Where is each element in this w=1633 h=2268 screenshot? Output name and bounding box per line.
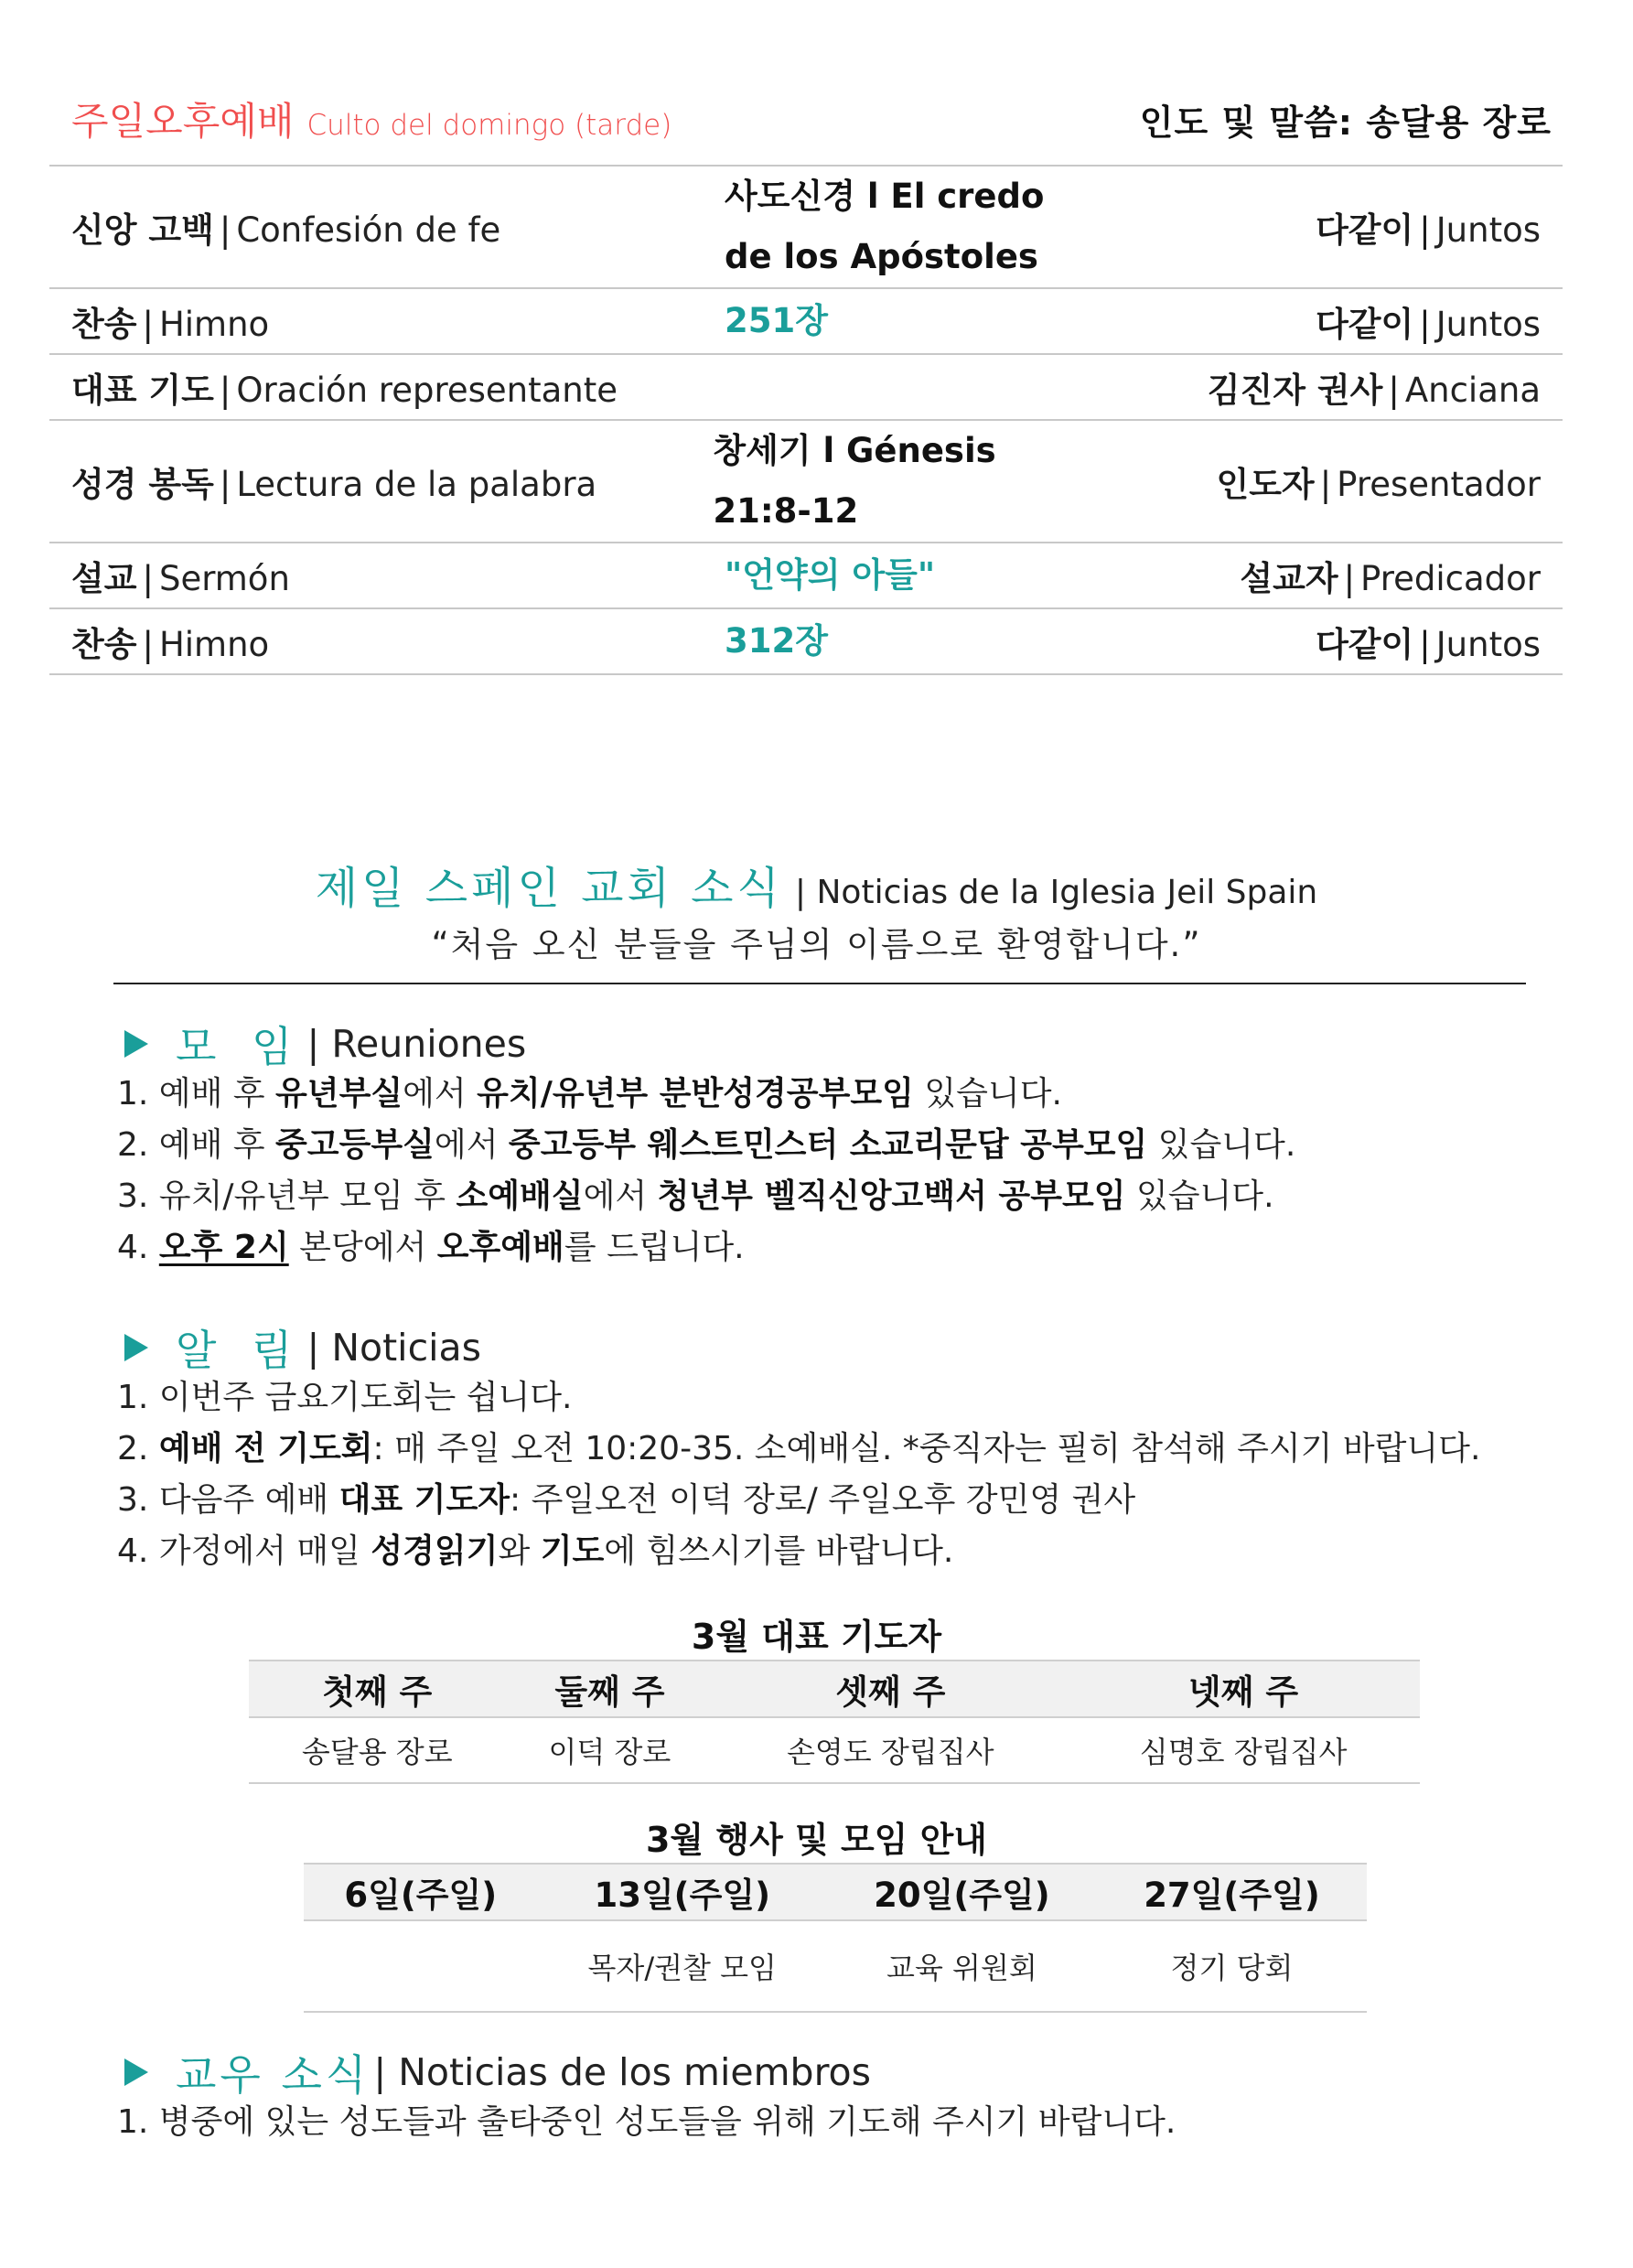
table-header-cell: 첫째 주 [249, 1661, 506, 1717]
list-item: 4. 오후 2시 본당에서 오후예배를 드립니다. [117, 1229, 745, 1266]
service-title [71, 91, 671, 146]
row-who-es: Anciana [1404, 371, 1541, 410]
row-sep: | [219, 210, 231, 250]
row-detail-line1: 사도신경 l El credo [725, 177, 1045, 216]
table-cell [304, 1920, 538, 2012]
table-cell: 정기 당회 [1097, 1920, 1367, 2012]
row-item-ko: 대표 기도 [71, 371, 214, 410]
news-divider [113, 983, 1526, 984]
row-item-es: Sermón [158, 559, 290, 598]
table-cell: 교육 위원회 [827, 1920, 1097, 2012]
row-item-es: Confesión de fe [236, 210, 501, 250]
triangle-bullet-icon [124, 1334, 148, 1361]
table-header-cell: 27일(주일) [1097, 1864, 1367, 1920]
table-cell: 송달용 장로 [249, 1717, 506, 1783]
service-row [49, 609, 1563, 675]
service-title-es: Culto del domingo (tarde) [306, 109, 672, 142]
row-item-ko: 성경 봉독 [71, 465, 214, 504]
row-item-es: Oración representante [236, 371, 618, 410]
row-sep: | [1419, 210, 1431, 250]
row-item-ko: 찬송 [71, 625, 137, 664]
row-who-ko: 다같이 [1316, 625, 1414, 664]
table-header-cell: 넷째 주 [1067, 1661, 1420, 1717]
news-title-es: | Noticias de la Iglesia Jeil Spain [794, 874, 1318, 911]
row-who-ko: 설교자 [1240, 559, 1338, 598]
row-who-ko: 인도자 [1216, 465, 1315, 504]
row-sep: | [219, 465, 231, 504]
notices-heading [124, 1317, 481, 1378]
row-who-es: Juntos [1435, 305, 1541, 344]
row-sep: | [142, 305, 154, 344]
table-cell: 손영도 장립집사 [714, 1717, 1067, 1783]
list-item: 2. 예배 전 기도회: 매 주일 오전 10:20-35. 소예배실. *중직자는 필히 참석해 주시기 바랍니다. [117, 1430, 1481, 1467]
list-item: 1. 이번주 금요기도회는 쉽니다. [117, 1379, 573, 1416]
service-row [49, 289, 1563, 355]
meetings-list [117, 1069, 1295, 1274]
list-item: 4. 가정에서 매일 성경읽기와 기도에 힘쓰시기를 바랍니다. [117, 1532, 954, 1570]
row-detail-line1: 창세기 l Génesis [713, 431, 996, 470]
list-item: 2. 예배 후 중고등부실에서 중고등부 웨스트민스터 소교리문답 공부모임 있습니다. [117, 1126, 1296, 1164]
list-item: 3. 다음주 예배 대표 기도자: 주일오전 이덕 장로/ 주일오후 강민영 권사 [117, 1481, 1136, 1519]
row-who-es: Juntos [1435, 625, 1541, 664]
welcome-message: “처음 오신 분들을 주님의 이름으로 환영합니다.” [431, 925, 1202, 964]
members-title-es: | Noticias de los miembros [373, 2050, 871, 2094]
service-title-ko: 주일오후예배 [71, 99, 295, 144]
triangle-bullet-icon [124, 1030, 148, 1058]
service-header [49, 91, 1563, 167]
row-item-ko: 찬송 [71, 305, 137, 344]
service-row [49, 355, 1563, 421]
service-row [49, 167, 1563, 289]
row-sep: | [1388, 371, 1400, 410]
table-header-row [249, 1661, 1420, 1717]
row-who-es: Presentador [1337, 465, 1541, 504]
triangle-bullet-icon [124, 2058, 148, 2086]
news-title-ko: 제일 스페인 교회 소식 [315, 863, 783, 914]
row-detail-line2: 21:8-12 [713, 491, 859, 531]
events-table [304, 1863, 1367, 2013]
table-header-cell: 13일(주일) [538, 1864, 827, 1920]
list-item: 1. 예배 후 유년부실에서 유치/유년부 분반성경공부모임 있습니다. [117, 1075, 1062, 1113]
prayer-table-title: 3월 대표 기도자 [691, 1617, 942, 1657]
notices-title-es: | Noticias [306, 1326, 481, 1370]
row-item-es: Lectura de la palabra [236, 465, 597, 504]
prayer-table [249, 1660, 1420, 1784]
events-table-title: 3월 행사 및 모임 안내 [645, 1820, 988, 1860]
meetings-heading [124, 1014, 526, 1074]
row-sep: | [219, 371, 231, 410]
table-header-cell: 셋째 주 [714, 1661, 1067, 1717]
row-who-ko: 다같이 [1316, 210, 1414, 250]
row-who-ko: 김진자 권사 [1207, 371, 1383, 410]
row-detail-hymn: 312장 [725, 621, 828, 661]
row-item-ko: 신앙 고백 [71, 210, 214, 250]
table-header-cell: 둘째 주 [506, 1661, 714, 1717]
row-item-ko: 설교 [71, 559, 137, 598]
service-leader: 인도 및 말씀: 송달용 장로 [1139, 102, 1552, 143]
list-item: 3. 유치/유년부 모임 후 소예배실에서 청년부 벨직신앙고백서 공부모임 있습니다. [117, 1177, 1274, 1215]
table-row [304, 1920, 1367, 2012]
row-sep: | [142, 559, 154, 598]
row-item-es: Himno [158, 305, 270, 344]
table-row [249, 1717, 1420, 1783]
row-sep: | [1343, 559, 1356, 598]
row-detail-line2: de los Apóstoles [725, 237, 1038, 276]
table-cell: 심명호 장립집사 [1067, 1717, 1420, 1783]
row-sep: | [1319, 465, 1332, 504]
table-header-cell: 6일(주일) [304, 1864, 538, 1920]
row-detail-hymn: 251장 [725, 301, 828, 340]
service-row [49, 543, 1563, 609]
row-sep: | [142, 625, 154, 664]
row-who-es: Predicador [1360, 559, 1541, 598]
news-title [0, 853, 1633, 916]
row-who-ko: 다같이 [1316, 305, 1414, 344]
members-heading [124, 2042, 871, 2102]
row-who-es: Juntos [1435, 210, 1541, 250]
table-cell: 이덕 장로 [506, 1717, 714, 1783]
table-header-cell: 20일(주일) [827, 1864, 1097, 1920]
service-order [49, 91, 1563, 675]
list-item: 1. 병중에 있는 성도들과 출타중인 성도들을 위해 기도해 주시기 바랍니다. [117, 2103, 1176, 2141]
row-sep: | [1419, 305, 1431, 344]
table-header-row [304, 1864, 1367, 1920]
members-list [117, 2097, 1176, 2148]
members-title-ko: 교우 소식 [176, 2050, 371, 2100]
service-row [49, 421, 1563, 543]
row-detail-sermon-title: "언약의 아들" [725, 555, 936, 595]
row-sep: | [1419, 625, 1431, 664]
row-item-es: Himno [158, 625, 270, 664]
notices-title-ko: 알 림 [176, 1326, 304, 1375]
meetings-title-ko: 모 임 [176, 1022, 304, 1071]
table-cell: 목자/권찰 모임 [538, 1920, 827, 2012]
meetings-title-es: | Reuniones [306, 1022, 527, 1066]
notices-list [117, 1372, 1480, 1577]
